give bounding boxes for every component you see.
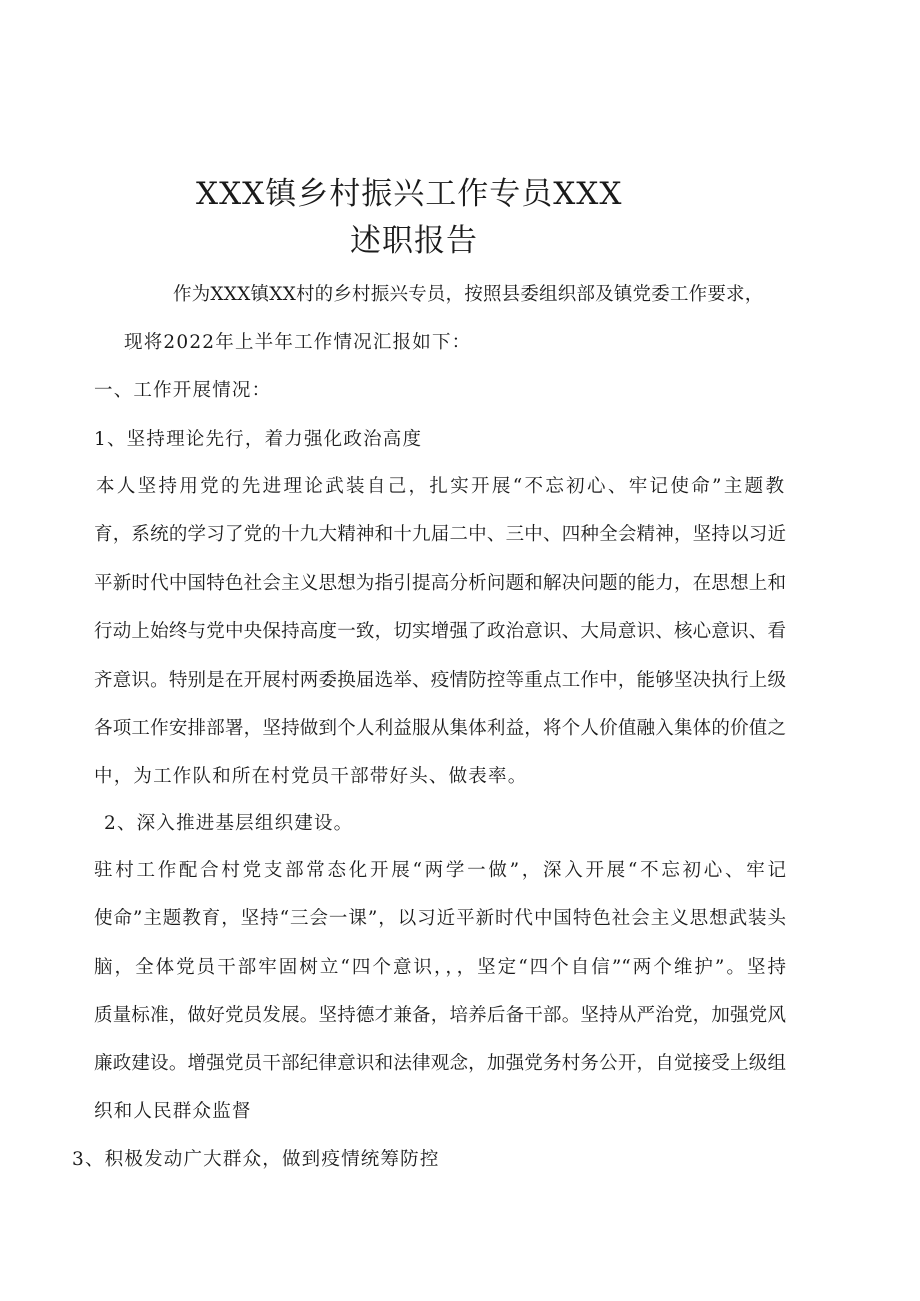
intro-line-2: 现将2022年上半年工作情况汇报如下：: [124, 332, 472, 353]
document-title-line1: XXX镇乡村振兴工作专员XXX: [196, 176, 623, 212]
item2-paragraph-line: 脑，全体党员干部牢固树立“四个意识，，，坚定“四个自信”“两个维护”。坚持: [94, 957, 786, 978]
item2-paragraph-line: 质量标准，做好党员发展。坚持德才兼备，培养后备干部。坚持从严治党，加强党风: [94, 1005, 786, 1026]
item2-paragraph-line: 驻村工作配合村党支部常态化开展“两学一做”，深入开展“不忘初心、牢记: [94, 860, 786, 881]
item2-paragraph-line: 使命”主题教育，坚持“三会一课”，以习近平新时代中国特色社会主义思想武装头: [94, 908, 786, 929]
item1-paragraph-last-line: 中，为工作队和所在村党员干部带好头、做表率。: [94, 766, 528, 787]
item1-paragraph-line: 平新时代中国特色社会主义思想为指引提高分析问题和解决问题的能力，在思想上和: [94, 573, 786, 594]
item1-paragraph-line: 本人坚持用党的先进理论武装自己，扎实开展“不忘初心、牢记使命”主题教: [96, 476, 784, 497]
item1-paragraph-line: 育，系统的学习了党的十九大精神和十九届二中、三中、四种全会精神，坚持以习近: [94, 524, 786, 545]
item1-paragraph-line: 各项工作安排部署，坚持做到个人利益服从集体利益，将个人价值融入集体的价值之: [94, 718, 786, 739]
item-heading-3: 3、积极发动广大群众，做到疫情统筹防控: [72, 1149, 440, 1170]
item2-paragraph-last-line: 织和人民群众监督: [94, 1101, 252, 1122]
item1-paragraph-line: 行动上始终与党中央保持高度一致，切实增强了政治意识、大局意识、核心意识、看: [94, 621, 786, 642]
item1-paragraph-line: 齐意识。特别是在开展村两委换届选举、疫情防控等重点工作中，能够坚决执行上级: [94, 670, 786, 691]
item2-paragraph-line: 廉政建设。增强党员干部纪律意识和法律观念，加强党务村务公开，自觉接受上级组: [94, 1053, 786, 1074]
document-title-line2: 述职报告: [350, 223, 478, 259]
item-heading-1: 1、坚持理论先行，着力强化政治高度: [94, 429, 423, 450]
intro-line-1: 作为XXX镇XX村的乡村振兴专员，按照县委组织部及镇党委工作要求，: [173, 284, 764, 305]
section-heading-1: 一、工作开展情况：: [94, 380, 272, 401]
item-heading-2: 2、深入推进基层组织建设。: [104, 813, 354, 834]
